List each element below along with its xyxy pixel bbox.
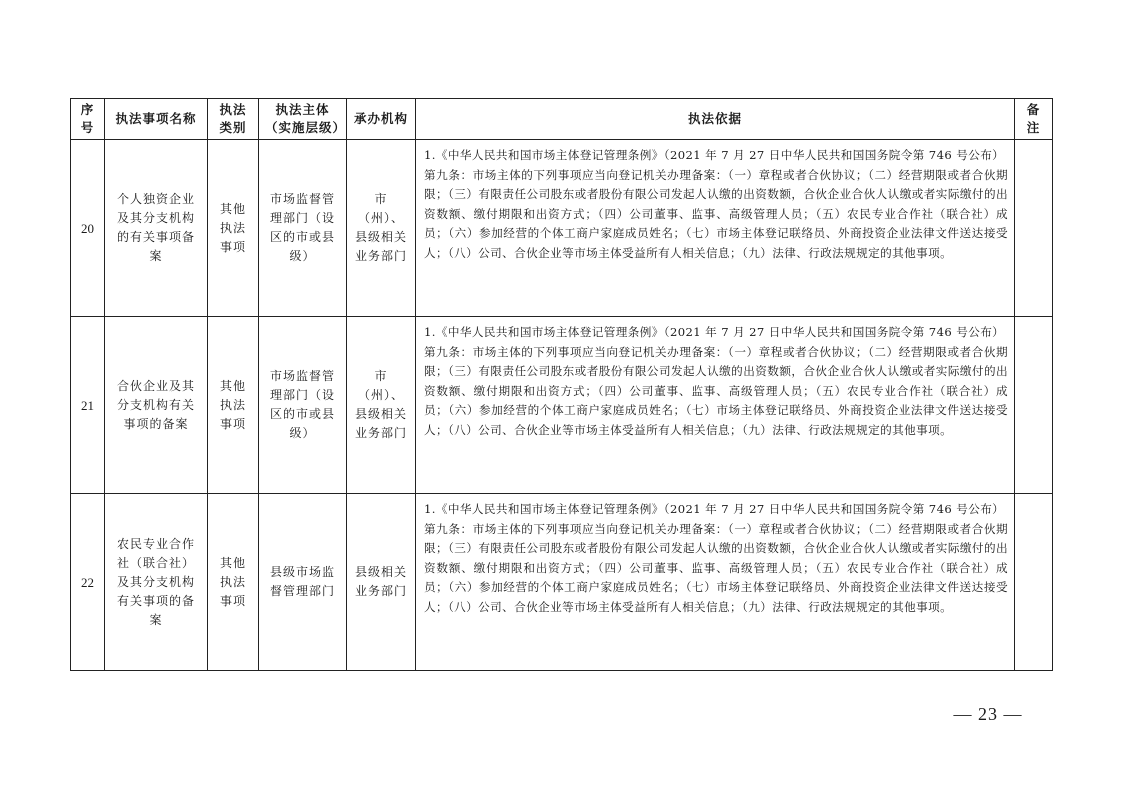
basis-text: 第九条：市场主体的下列事项应当向登记机关办理备案：（一）章程或者合伙协议；（二）经营期限或者合伙期限；（三）有限责任公司股东或者股份有限公司发起人认缴的出资数额，合伙企业合伙人认缴或者实际缴付的出资数额、缴付期限和出资方式；（四）公司董事、监事、高级管理人员；（五）农民专业合作社（联合社）成员；（六）参加经营的个体工商户家庭成员姓名；（七）市场主体登记联络员、外商投资企业法律文件送达接受人；（八）公司、合伙企业等市场主体受益所有人相关信息；（九）法律、行政法规规定的其他事项。 <box>424 344 1008 437</box>
row-legal-basis <box>416 317 1015 494</box>
basis-title: 1.《中华人民共和国市场主体登记管理条例》（2021 年 7 月 27 日中华人民共和国国务院令第 746 号公布） <box>424 502 1005 516</box>
table-row <box>71 494 1053 671</box>
basis-title: 1.《中华人民共和国市场主体登记管理条例》（2021 年 7 月 27 日中华人民共和国国务院令第 746 号公布） <box>424 325 1005 339</box>
header-basis: 执法依据 <box>416 99 1015 140</box>
row-subject: 市场监督管理部门（设区的市或县级） <box>259 140 347 317</box>
page-number: — 23 — <box>953 704 1023 724</box>
header-category: 执法类别 <box>208 99 259 140</box>
row-subject: 县级市场监督管理部门 <box>259 494 347 671</box>
row-index: 22 <box>71 494 105 671</box>
row-item-name: 个人独资企业及其分支机构的有关事项备案 <box>105 140 208 317</box>
row-item-name: 农民专业合作社（联合社）及其分支机构有关事项的备案 <box>105 494 208 671</box>
row-remark <box>1015 317 1053 494</box>
table-row <box>71 140 1053 317</box>
row-index: 21 <box>71 317 105 494</box>
row-item-name: 合伙企业及其分支机构有关事项的备案 <box>105 317 208 494</box>
table-header-row <box>71 99 1053 140</box>
row-index: 20 <box>71 140 105 317</box>
row-legal-basis <box>416 494 1015 671</box>
enforcement-items-table <box>70 98 1053 671</box>
header-agency: 承办机构 <box>347 99 416 140</box>
header-remark: 备注 <box>1015 99 1053 140</box>
row-subject: 市场监督管理部门（设区的市或县级） <box>259 317 347 494</box>
header-index: 序号 <box>71 99 105 140</box>
table-row <box>71 317 1053 494</box>
row-agency: 县级相关业务部门 <box>347 494 416 671</box>
header-name: 执法事项名称 <box>105 99 208 140</box>
basis-title: 1.《中华人民共和国市场主体登记管理条例》（2021 年 7 月 27 日中华人民共和国国务院令第 746 号公布） <box>424 148 1005 162</box>
header-subject: 执法主体（实施层级） <box>259 99 347 140</box>
row-agency: 市（州）、县级相关业务部门 <box>347 140 416 317</box>
row-remark <box>1015 140 1053 317</box>
row-category: 其他执法事项 <box>208 317 259 494</box>
row-category: 其他执法事项 <box>208 494 259 671</box>
row-legal-basis <box>416 140 1015 317</box>
row-category: 其他执法事项 <box>208 140 259 317</box>
basis-text: 第九条：市场主体的下列事项应当向登记机关办理备案：（一）章程或者合伙协议；（二）经营期限或者合伙期限；（三）有限责任公司股东或者股份有限公司发起人认缴的出资数额，合伙企业合伙人认缴或者实际缴付的出资数额、缴付期限和出资方式；（四）公司董事、监事、高级管理人员；（五）农民专业合作社（联合社）成员；（六）参加经营的个体工商户家庭成员姓名；（七）市场主体登记联络员、外商投资企业法律文件送达接受人；（八）公司、合伙企业等市场主体受益所有人相关信息；（九）法律、行政法规规定的其他事项。 <box>424 167 1008 260</box>
basis-text: 第九条：市场主体的下列事项应当向登记机关办理备案：（一）章程或者合伙协议；（二）经营期限或者合伙期限；（三）有限责任公司股东或者股份有限公司发起人认缴的出资数额，合伙企业合伙人认缴或者实际缴付的出资数额、缴付期限和出资方式；（四）公司董事、监事、高级管理人员；（五）农民专业合作社（联合社）成员；（六）参加经营的个体工商户家庭成员姓名；（七）市场主体登记联络员、外商投资企业法律文件送达接受人；（八）公司、合伙企业等市场主体受益所有人相关信息；（九）法律、行政法规规定的其他事项。 <box>424 521 1008 614</box>
row-remark <box>1015 494 1053 671</box>
row-agency: 市（州）、县级相关业务部门 <box>347 317 416 494</box>
